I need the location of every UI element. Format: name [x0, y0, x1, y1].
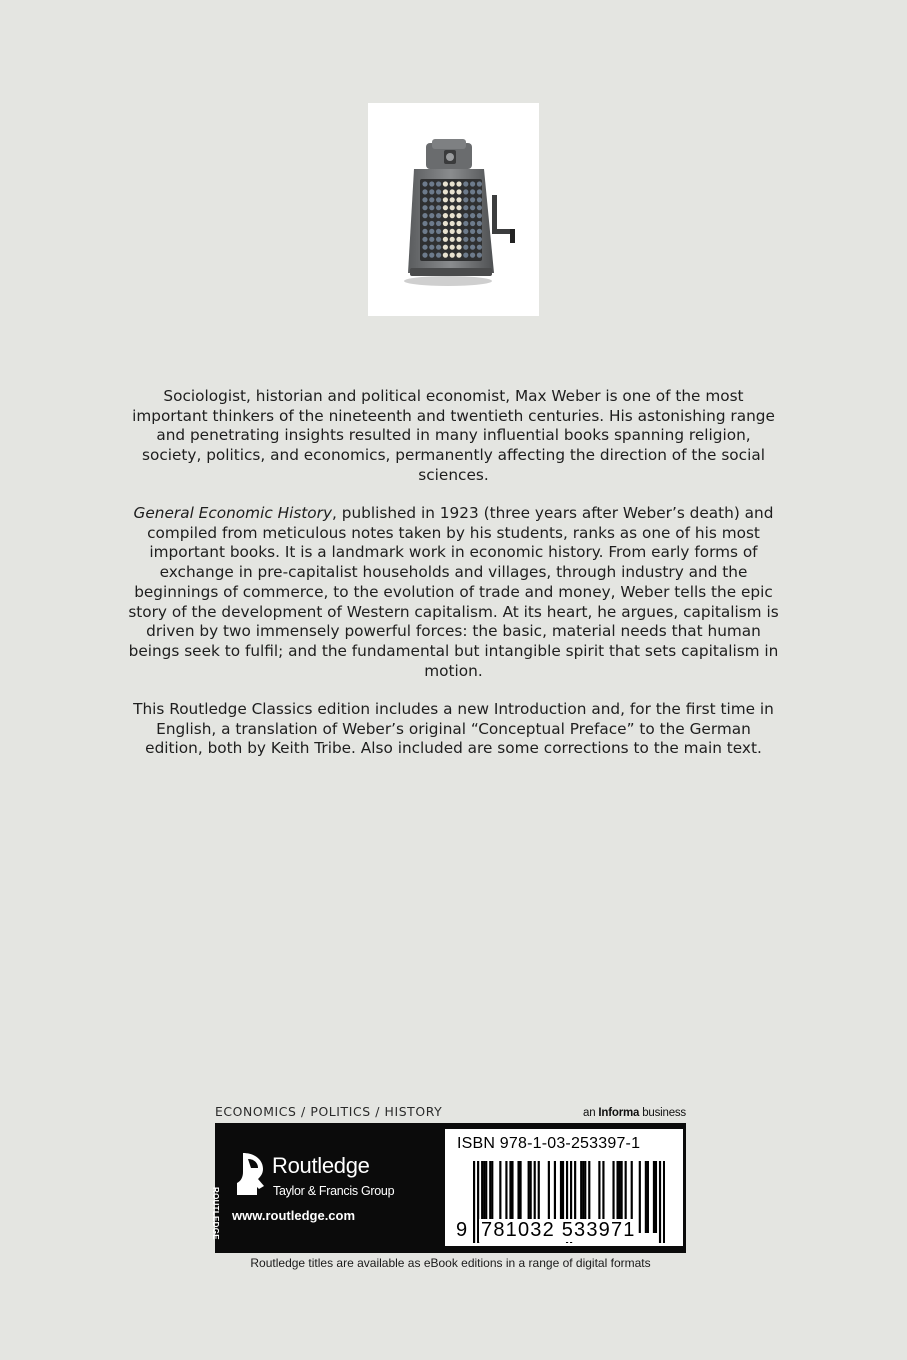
calculator-key [470, 245, 475, 250]
ean-digits: 781032 533971 [481, 1219, 636, 1241]
calculator-key [463, 245, 468, 250]
calculator-key [443, 197, 448, 202]
publisher-logo-area [211, 1123, 445, 1253]
calculator-key [477, 189, 482, 194]
calculator-key [429, 221, 434, 226]
calculator-key [456, 253, 461, 258]
calculator-key [422, 229, 427, 234]
ean-lead-digit: 9 [456, 1219, 468, 1241]
calculator-key [477, 181, 482, 186]
back-cover-blurb [128, 387, 779, 777]
calculator-key [463, 189, 468, 194]
calculator-key [436, 197, 441, 202]
calculator-key [456, 245, 461, 250]
calculator-key [470, 221, 475, 226]
calculator-key [456, 213, 461, 218]
calculator-key [436, 253, 441, 258]
calculator-key [422, 221, 427, 226]
calculator-key [463, 229, 468, 234]
calculator-key [470, 197, 475, 202]
calculator-key [450, 245, 455, 250]
calculator-key [429, 213, 434, 218]
calculator-key [429, 197, 434, 202]
calculator-key [443, 245, 448, 250]
informa-brand: Informa [598, 1107, 640, 1119]
cover-photo [368, 103, 539, 316]
publisher-name: Routledge [272, 1153, 370, 1178]
informa-tagline [583, 1107, 686, 1119]
barcode-bar [645, 1161, 647, 1233]
calculator-key [436, 229, 441, 234]
calculator-key [443, 189, 448, 194]
calculator-key [463, 197, 468, 202]
calculator-key [450, 181, 455, 186]
calculator-key [463, 221, 468, 226]
mechanical-calculator-photo [368, 103, 539, 316]
subject-categories: ECONOMICS / POLITICS / HISTORY [215, 1104, 443, 1119]
blurb-paragraph-2 [128, 504, 779, 681]
calculator-key [470, 205, 475, 210]
calculator-key [422, 189, 427, 194]
calculator-key [443, 205, 448, 210]
calculator-key [470, 213, 475, 218]
calculator-key [422, 245, 427, 250]
barcode-bar [659, 1161, 661, 1243]
calculator-key [470, 237, 475, 242]
calculator-key [422, 205, 427, 210]
calculator-key [456, 221, 461, 226]
calculator-key [443, 213, 448, 218]
calculator-key [463, 253, 468, 258]
barcode-bar [639, 1161, 641, 1233]
calculator-key [436, 205, 441, 210]
calculator-key [463, 181, 468, 186]
informa-suffix: business [639, 1107, 686, 1119]
calculator-key [422, 253, 427, 258]
calculator-key [436, 181, 441, 186]
calculator-key [477, 253, 482, 258]
calculator-key [456, 237, 461, 242]
publisher-footer [211, 1123, 686, 1253]
calculator-key [443, 237, 448, 242]
calculator-key [477, 245, 482, 250]
calculator-key [436, 213, 441, 218]
calculator-key [477, 229, 482, 234]
calculator-key [450, 189, 455, 194]
calculator-key [450, 213, 455, 218]
barcode-bar [473, 1161, 475, 1243]
calculator-key [429, 253, 434, 258]
calculator-key [456, 181, 461, 186]
calculator-key [450, 221, 455, 226]
calculator-key [470, 181, 475, 186]
calculator-key [422, 181, 427, 186]
ebook-note-text: Routledge titles are available as eBook editions in a range of digital formats [250, 1256, 651, 1270]
calculator-key [477, 197, 482, 202]
calculator-key [477, 213, 482, 218]
calculator-key [470, 189, 475, 194]
barcode-bar [655, 1161, 657, 1233]
calculator-key [443, 253, 448, 258]
barcode-bar [663, 1161, 665, 1243]
calculator-key [456, 189, 461, 194]
calculator-key [450, 237, 455, 242]
calculator-key [429, 229, 434, 234]
calculator-key [443, 221, 448, 226]
calculator-key [470, 253, 475, 258]
publisher-url[interactable]: www.routledge.com [232, 1208, 356, 1223]
ebook-availability-note [0, 1256, 907, 1270]
calculator-key [422, 237, 427, 242]
calculator-key [477, 205, 482, 210]
barcode-bar [647, 1161, 649, 1233]
isbn-number: ISBN 978-1-03-253397-1 [457, 1135, 641, 1152]
calculator-key [429, 189, 434, 194]
calculator-key [456, 197, 461, 202]
calculator-key [422, 197, 427, 202]
calculator-key [477, 221, 482, 226]
barcode-bar [653, 1161, 655, 1233]
calculator-key [450, 197, 455, 202]
informa-prefix: an [583, 1107, 599, 1119]
blurb-paragraph-1: Sociologist, historian and political economist, Max Weber is one of the most important thinkers of the nineteenth and twentieth centuries. His astonishing range and penetrating insights resulted in many influential books spanning religion, society, politics, and economics, permanently affecting the direction of the social sciences. [132, 387, 775, 484]
publisher-vertical-wordmark: ROUTLEDGE [211, 1187, 220, 1240]
calculator-key [456, 205, 461, 210]
calculator-key [456, 229, 461, 234]
blurb-paragraph-3: This Routledge Classics edition includes a new Introduction and, for the first time in English, a translation of Weber’s original “Conceptual Preface” to the German edition, both by Keith Tribe. Also included are some corrections to the main text. [133, 699, 774, 758]
calculator-key [443, 229, 448, 234]
calculator-key [463, 237, 468, 242]
calculator-key [429, 245, 434, 250]
calculator-key [450, 229, 455, 234]
calculator-key [436, 245, 441, 250]
calculator-key [463, 205, 468, 210]
calculator-key [463, 213, 468, 218]
book-title: General Economic History [133, 504, 333, 523]
calculator-key [429, 237, 434, 242]
routledge-head-logo-icon [237, 1153, 267, 1195]
calculator-key [477, 237, 482, 242]
calculator-key [436, 221, 441, 226]
isbn-barcode-box [445, 1129, 683, 1246]
calculator-key [470, 229, 475, 234]
calculator-key [443, 181, 448, 186]
calculator-key [450, 253, 455, 258]
calculator-key [422, 213, 427, 218]
calculator-key [436, 237, 441, 242]
calculator-key [429, 205, 434, 210]
publisher-group: Taylor & Francis Group [273, 1184, 395, 1198]
blurb-paragraph-2-text: , published in 1923 (three years after Weber’s death) and compiled from meticulous notes taken by his students, ranks as one of his most important books. It is a landmark work in economic history. From early forms of exchange in pre-capitalist households and villages, through industry and the beginnings of commerce, to the evolution of trade and money, Weber tells the epic story of the development of Western capitalism. At its heart, he argues, capitalism is driven by two immensely powerful forces: the basic, material needs that human beings seek to fulfil; and the fundamental but intangible spirit that sets capitalism in motion. [128, 504, 779, 680]
calculator-key [450, 205, 455, 210]
calculator-key [436, 189, 441, 194]
calculator-key [429, 181, 434, 186]
